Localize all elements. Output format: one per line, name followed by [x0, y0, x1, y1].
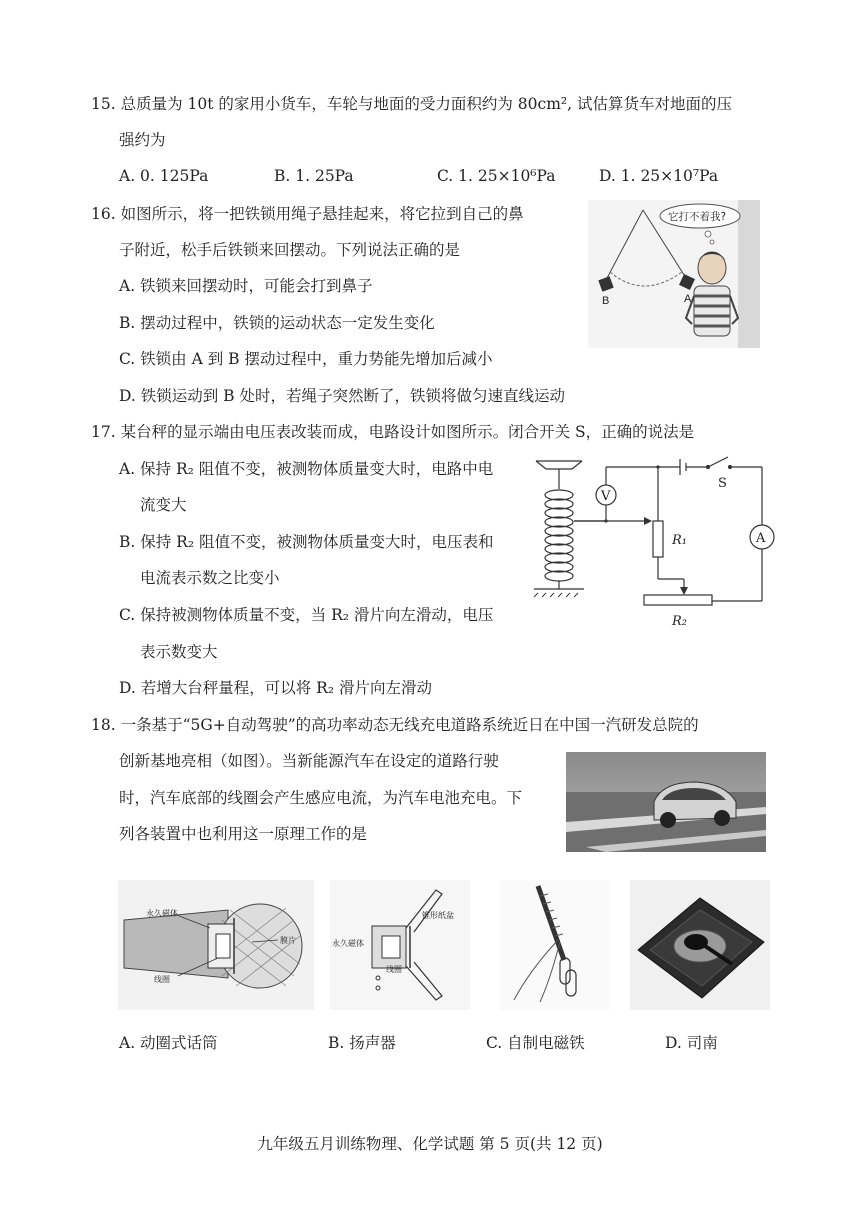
q17-option-c-line1: C. 保持被测物体质量不变，当 R₂ 滑片向左滑动，电压 [119, 606, 494, 624]
q17-option-c-line2: 表示数变大 [140, 643, 218, 661]
speaker-label-magnet: 永久磁体 [332, 939, 364, 948]
q18-speaker-figure [330, 880, 470, 1010]
q18-electromagnet-figure [500, 880, 610, 1010]
q18-caption-c: C. 自制电磁铁 [486, 1034, 585, 1052]
q16-label-a: A [684, 293, 692, 305]
page-footer: 九年级五月训练物理、化学试题 第 5 页(共 12 页) [257, 1135, 603, 1153]
speaker-label-cone: 锥形纸盆 [422, 911, 454, 920]
q16-option-b: B. 摆动过程中，铁锁的运动状态一定发生变化 [119, 314, 435, 332]
q17-option-a-line1: A. 保持 R₂ 阻值不变，被测物体质量变大时，电路中电 [119, 460, 494, 478]
q17-circuit-diagram [530, 455, 775, 635]
r1-label: R₁ [672, 533, 687, 548]
q16-option-c: C. 铁锁由 A 到 B 摆动过程中，重力势能先增加后减小 [119, 350, 493, 368]
q17-option-b-line1: B. 保持 R₂ 阻值不变，被测物体质量变大时，电压表和 [119, 533, 494, 551]
r2-label: R₂ [672, 614, 687, 629]
q15-option-b: B. 1. 25Pa [274, 167, 354, 185]
q17-option-b-line2: 电流表示数之比变小 [140, 569, 280, 587]
q17-option-a-line2: 流变大 [140, 496, 187, 514]
mic-label-magnet: 永久磁体 [146, 909, 178, 918]
speaker-label-coil: 线圈 [386, 965, 402, 974]
q18-caption-b: B. 扬声器 [328, 1034, 396, 1052]
q15-option-a: A. 0. 125Pa [119, 167, 209, 185]
q18-car-photo [566, 752, 766, 852]
q16-option-d: D. 铁锁运动到 B 处时，若绳子突然断了，铁锁将做匀速直线运动 [119, 387, 565, 405]
q18-caption-a: A. 动圈式话筒 [119, 1034, 218, 1052]
q15-option-c: C. 1. 25×10⁶Pa [437, 167, 556, 185]
q16-speech-bubble: 它打不着我? [668, 211, 727, 223]
q18-sinan-compass-figure [630, 880, 770, 1010]
q16-label-b: B [602, 295, 610, 307]
q17-option-d: D. 若增大台秤量程，可以将 R₂ 滑片向左滑动 [119, 679, 432, 697]
q15-option-d: D. 1. 25×10⁷Pa [599, 167, 719, 185]
q18-microphone-figure [118, 880, 314, 1010]
ammeter-label: A [756, 531, 766, 546]
switch-label: S [718, 476, 727, 491]
q16-option-a: A. 铁锁来回摆动时，可能会打到鼻子 [119, 277, 373, 295]
q18-stem-line2: 创新基地亮相（如图）。当新能源汽车在设定的道路行驶 [119, 752, 499, 770]
q16-stem-line2: 子附近，松手后铁锁来回摆动。下列说法正确的是 [119, 241, 461, 259]
q18-stem-line3: 时，汽车底部的线圈会产生感应电流，为汽车电池充电。下 [119, 789, 523, 807]
q18-stem-line1: 18. 一条基于“5G+自动驾驶”的高功率动态无线充电道路系统近日在中国一汽研发总院的 [91, 716, 699, 734]
q18-stem-line4: 列各装置中也利用这一原理工作的是 [119, 825, 368, 843]
q15-stem-line2: 强约为 [119, 131, 166, 149]
q15-stem-line1: 15. 总质量为 10t 的家用小货车，车轮与地面的受力面积约为 80cm², 试估算货车对地面的压 [91, 95, 732, 113]
q17-stem: 17. 某台秤的显示端由电压表改装而成，电路设计如图所示。闭合开关 S，正确的说法是 [91, 423, 695, 441]
mic-label-diaphragm: 膜片 [280, 936, 296, 945]
mic-label-coil: 线圈 [154, 975, 170, 984]
q16-pendulum-figure [588, 200, 760, 348]
q18-caption-d: D. 司南 [665, 1034, 718, 1052]
q16-stem-line1: 16. 如图所示，将一把铁锁用绳子悬挂起来，将它拉到自己的鼻 [91, 205, 524, 223]
voltmeter-label: V [601, 489, 611, 504]
